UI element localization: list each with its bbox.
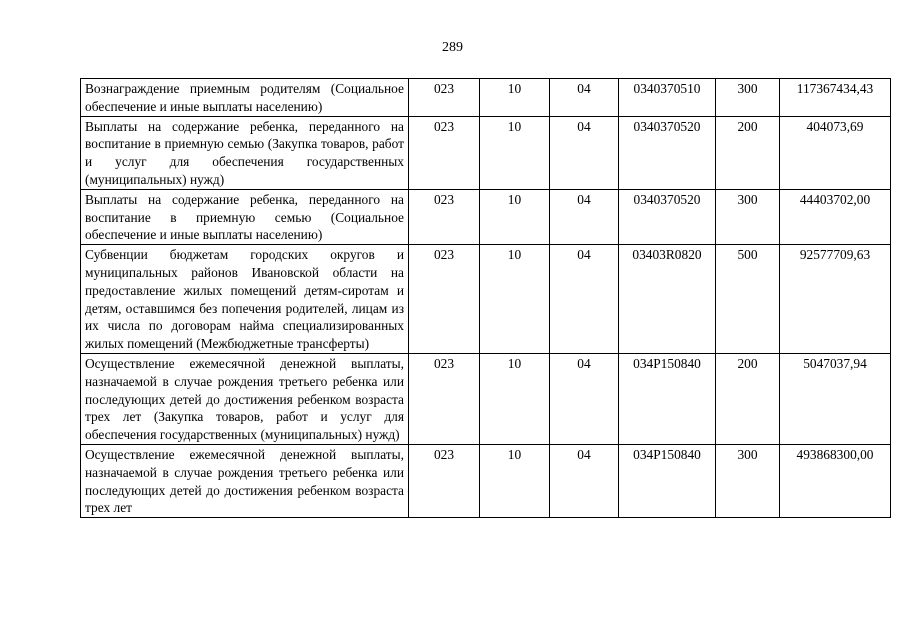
row-grbs-code: 023 xyxy=(409,79,480,117)
budget-table xyxy=(80,78,891,518)
row-grbs-code: 023 xyxy=(409,444,480,517)
row-target-item: 034P150840 xyxy=(619,353,716,444)
row-target-item: 034P150840 xyxy=(619,444,716,517)
table-row xyxy=(81,444,891,517)
row-target-item: 03403R0820 xyxy=(619,245,716,354)
row-target-item: 0340370510 xyxy=(619,79,716,117)
row-description: Вознаграждение приемным родителям (Социальное обеспечение и иные выплаты населению) xyxy=(81,79,409,117)
row-section-code: 10 xyxy=(480,245,550,354)
row-description: Субвенции бюджетам городских округов и муниципальных районов Ивановской области на предоставление жилых помещений детям-сиротам и детям, оставшимся без попечения родителей, лицам из их числа по договорам найма специализированных жилых помещений (Межбюджетные трансферты) xyxy=(81,245,409,354)
row-section-code: 10 xyxy=(480,444,550,517)
row-amount: 92577709,63 xyxy=(780,245,891,354)
row-amount: 117367434,43 xyxy=(780,79,891,117)
table-row xyxy=(81,79,891,117)
row-subsection-code: 04 xyxy=(550,444,619,517)
table-row xyxy=(81,189,891,244)
row-description: Выплаты на содержание ребенка, переданного на воспитание в приемную семью (Социальное обеспечение и иные выплаты населению) xyxy=(81,189,409,244)
row-grbs-code: 023 xyxy=(409,189,480,244)
row-subsection-code: 04 xyxy=(550,245,619,354)
row-grbs-code: 023 xyxy=(409,116,480,189)
row-section-code: 10 xyxy=(480,79,550,117)
row-section-code: 10 xyxy=(480,353,550,444)
table-row xyxy=(81,353,891,444)
row-subsection-code: 04 xyxy=(550,353,619,444)
table-row xyxy=(81,245,891,354)
row-expense-type: 200 xyxy=(716,116,780,189)
row-grbs-code: 023 xyxy=(409,245,480,354)
row-target-item: 0340370520 xyxy=(619,116,716,189)
table-row xyxy=(81,116,891,189)
row-expense-type: 300 xyxy=(716,79,780,117)
row-expense-type: 300 xyxy=(716,444,780,517)
row-expense-type: 200 xyxy=(716,353,780,444)
row-section-code: 10 xyxy=(480,116,550,189)
row-target-item: 0340370520 xyxy=(619,189,716,244)
row-amount: 5047037,94 xyxy=(780,353,891,444)
row-section-code: 10 xyxy=(480,189,550,244)
row-subsection-code: 04 xyxy=(550,116,619,189)
row-expense-type: 300 xyxy=(716,189,780,244)
row-grbs-code: 023 xyxy=(409,353,480,444)
row-expense-type: 500 xyxy=(716,245,780,354)
row-subsection-code: 04 xyxy=(550,189,619,244)
row-amount: 493868300,00 xyxy=(780,444,891,517)
page-number: 289 xyxy=(442,40,463,55)
row-description: Осуществление ежемесячной денежной выплаты, назначаемой в случае рождения третьего ребенка или последующих детей до достижения ребенком возраста трех лет xyxy=(81,444,409,517)
row-subsection-code: 04 xyxy=(550,79,619,117)
row-description: Выплаты на содержание ребенка, переданного на воспитание в приемную семью (Закупка товаров, работ и услуг для обеспечения государственных (муниципальных) нужд) xyxy=(81,116,409,189)
row-description: Осуществление ежемесячной денежной выплаты, назначаемой в случае рождения третьего ребенка или последующих детей до достижения ребенком возраста трех лет (Закупка товаров, работ и услуг для обеспечения государственных (муниципальных) нужд) xyxy=(81,353,409,444)
row-amount: 404073,69 xyxy=(780,116,891,189)
row-amount: 44403702,00 xyxy=(780,189,891,244)
